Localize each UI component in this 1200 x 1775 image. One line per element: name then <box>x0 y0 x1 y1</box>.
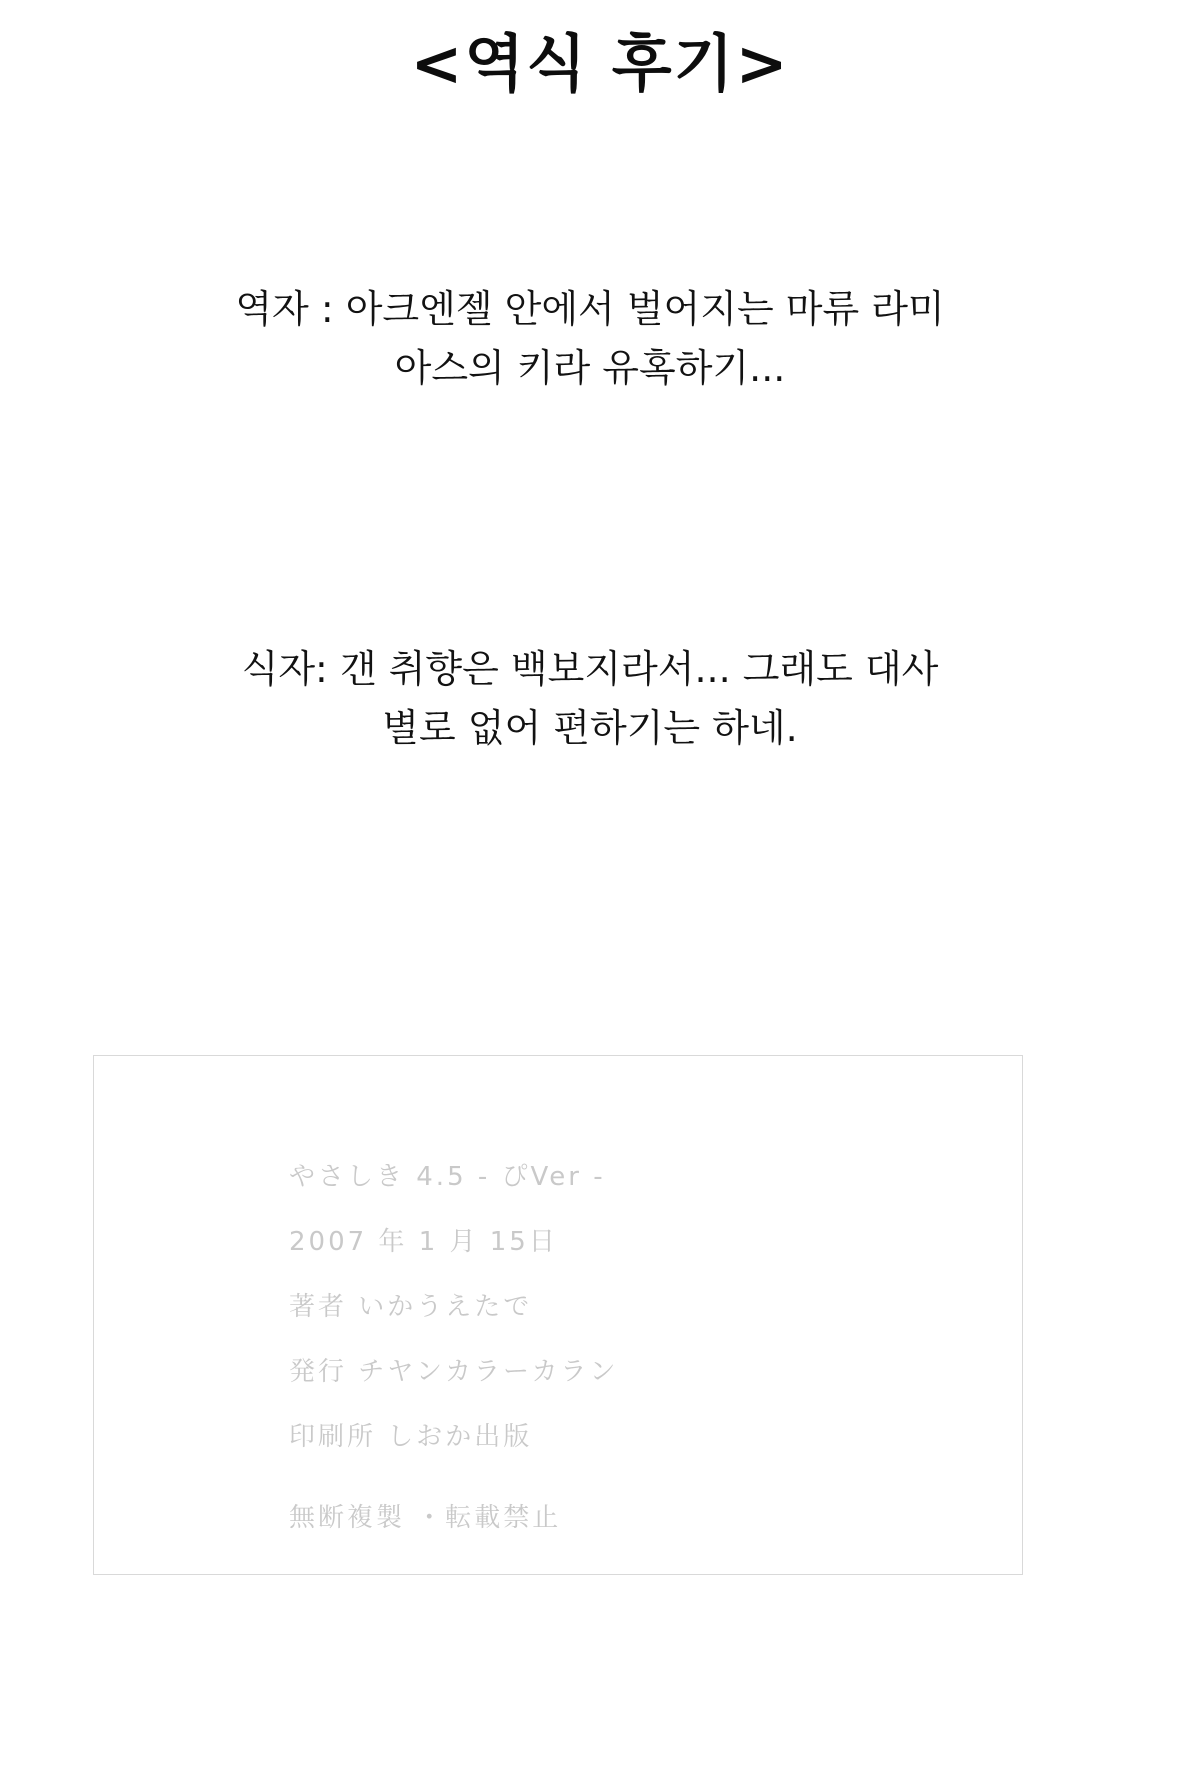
colophon-row-date: 2007 年 1 月 15日 <box>289 1227 558 1257</box>
colophon-row-title: やさしき 4.5 - ぴVer - <box>289 1162 606 1192</box>
translator-note <box>140 280 1040 398</box>
colophon-row-printer: 印刷所 しおか出版 <box>289 1422 533 1452</box>
colophon-card <box>93 1055 1023 1575</box>
colophon-row-author: 著者 いかうえたで <box>289 1292 533 1322</box>
colophon-row-copyright: 無断複製 ・転載禁止 <box>289 1503 562 1533</box>
typesetter-note <box>140 640 1040 758</box>
colophon-text-block <box>289 1156 989 1562</box>
translator-note-line-2: 아스의 키라 유혹하기... <box>394 345 786 390</box>
page-title: <역식 후기> <box>410 27 790 100</box>
colophon-row-publisher: 発行 チヤンカラーカラン <box>289 1357 619 1387</box>
typesetter-note-line-1: 식자: 갠 취향은 백보지라서... 그래도 대사 <box>241 647 939 691</box>
translator-note-line-1: 역자 : 아크엔젤 안에서 벌어지는 마류 라미 <box>235 287 945 331</box>
typesetter-note-line-2: 별로 없어 편하기는 하네. <box>382 705 798 750</box>
